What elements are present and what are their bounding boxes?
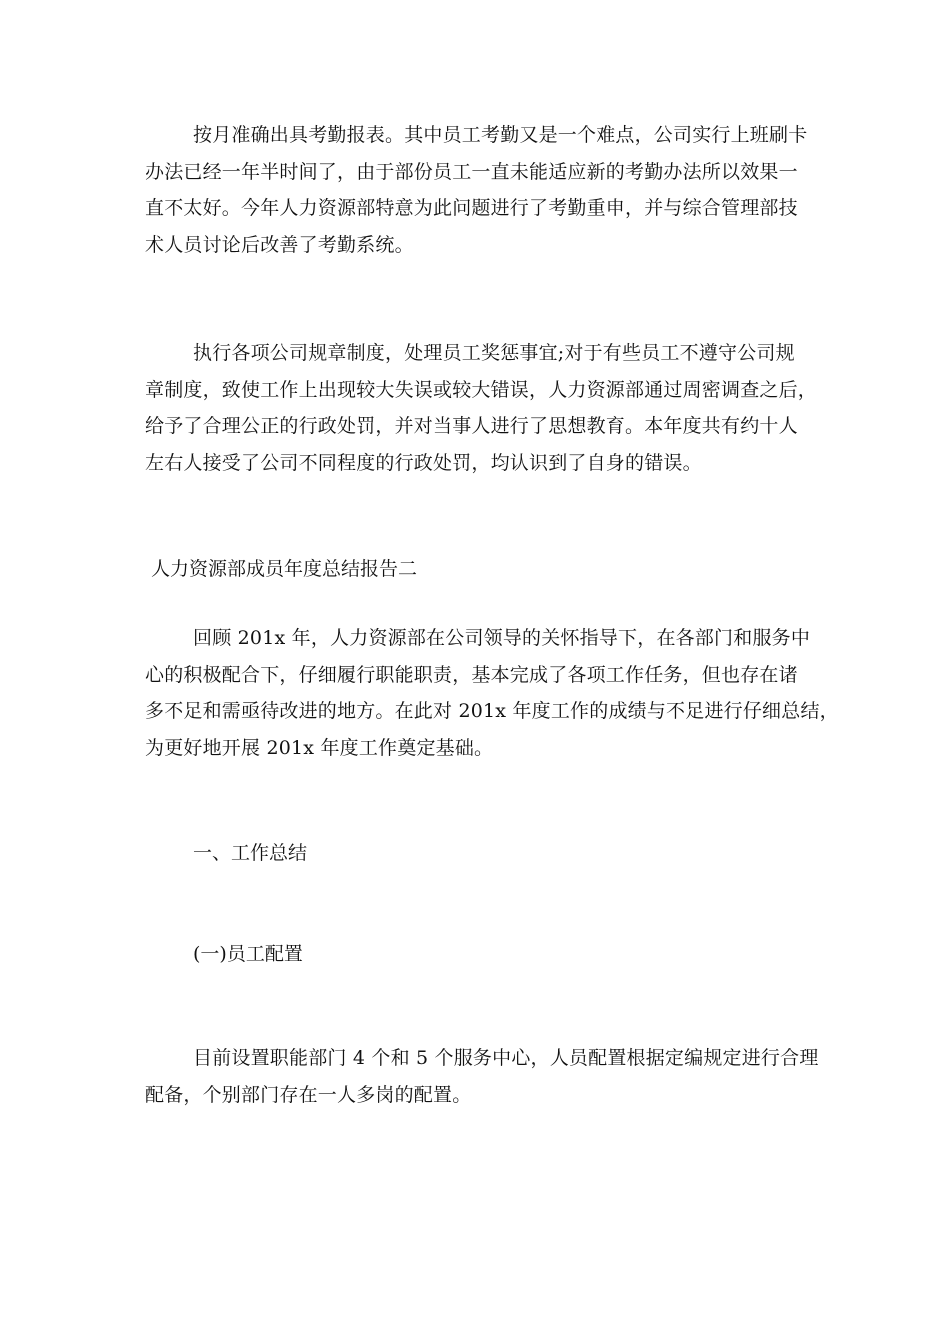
paragraph-line: 章制度，致使工作上出现较大失误或较大错误，人力资源部通过周密调查之后，: [145, 378, 818, 401]
paragraph-line: 办法已经一年半时间了，由于部份员工一直未能适应新的考勤办法所以效果一: [145, 160, 798, 183]
paragraph-line: 左右人接受了公司不同程度的行政处罚，均认识到了自身的错误。: [145, 451, 702, 474]
paragraph-line: 直不太好。今年人力资源部特意为此问题进行了考勤重申，并与综合管理部技: [145, 197, 798, 219]
paragraph-line: 术人员讨论后改善了考勤系统。: [145, 233, 414, 256]
paragraph-line: 按月准确出具考勤报表。其中员工考勤又是一个难点，公司实行上班刷卡: [193, 124, 808, 146]
paragraph-line: 配备，个别部门存在一人多岗的配置。: [145, 1083, 472, 1106]
paragraph-line: 心的积极配合下，仔细履行职能职责，基本完成了各项工作任务，但也存在诸: [145, 663, 798, 686]
paragraph-line: 给予了合理公正的行政处罚，并对当事人进行了思想教育。本年度共有约十人: [145, 415, 798, 437]
paragraph-line: 多不足和需亟待改进的地方。在此对 201x 年度工作的成绩与不足进行仔细总结，: [145, 700, 839, 722]
paragraph-line: 目前设置职能部门 4 个和 5 个服务中心，人员配置根据定编规定进行合理: [193, 1047, 819, 1069]
paragraph-attendance-report: [145, 117, 815, 263]
paragraph-line: 执行各项公司规章制度，处理员工奖惩事宜;对于有些员工不遵守公司规: [193, 342, 795, 364]
paragraph-rules-enforcement: [145, 335, 818, 481]
report-title: 人力资源部成员年度总结报告二: [151, 558, 418, 580]
paragraph-staffing: [145, 1040, 819, 1113]
paragraph-line: 回顾 201x 年，人力资源部在公司领导的关怀指导下，在各部门和服务中: [193, 627, 811, 649]
paragraph-review: [145, 620, 839, 766]
subsection-heading-staffing: (一)员工配置: [193, 943, 303, 965]
paragraph-line: 为更好地开展 201x 年度工作奠定基础。: [145, 736, 494, 759]
section-heading-work-summary: 一、工作总结: [193, 842, 308, 864]
